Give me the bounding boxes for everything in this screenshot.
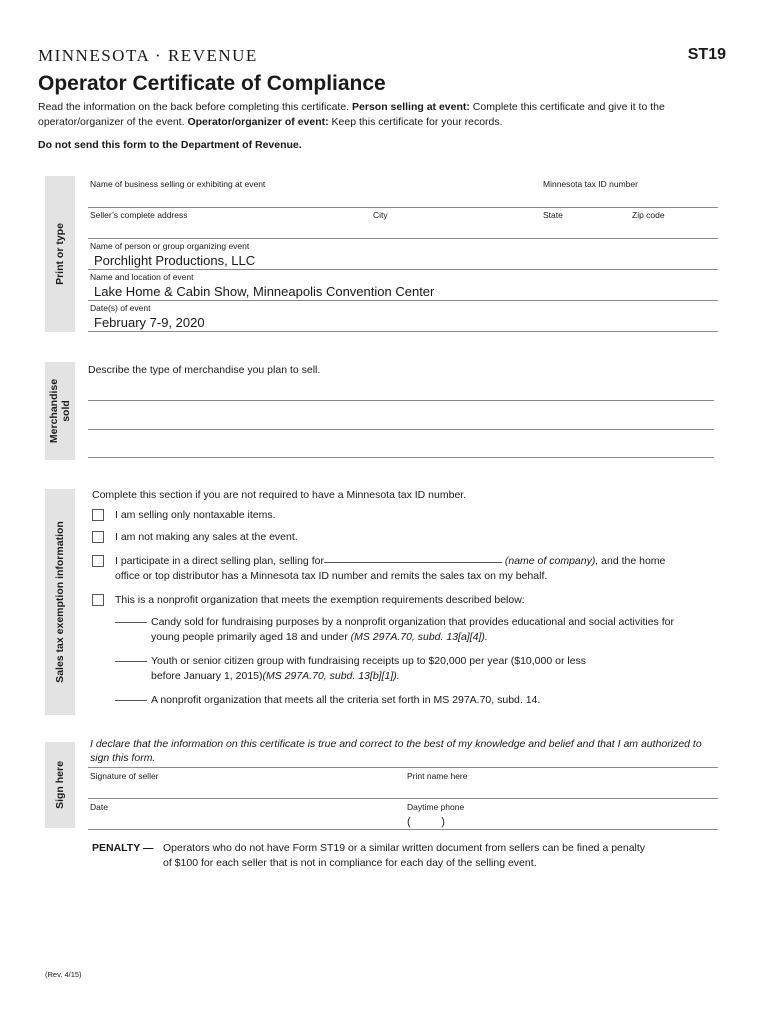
intro-text: Read the information on the back before completing this certificate. Person selling at event: Complete this certificate and give it to the operator/organizer of the event. Operator/organizer of event: Keep this certificate for your records. (38, 101, 665, 128)
penalty-text: Operators who do not have Form ST19 or a similar written document from sellers can be fined a penalty of $100 for each seller that is not in compliance for each day of the selling event. (163, 842, 646, 869)
section-tab-sign: Sign here (45, 742, 75, 828)
tax-id-label: Minnesota tax ID number (543, 179, 638, 189)
merchandise-line-3[interactable] (88, 457, 714, 458)
section-tab-print-or-type: Print or type (45, 176, 75, 332)
organizer-label: Name of person or group organizing event (90, 241, 250, 251)
nontaxable-checkbox[interactable] (92, 509, 104, 521)
business-name-field[interactable] (88, 207, 718, 208)
do-not-send-notice: Do not send this form to the Department of Revenue. (38, 139, 302, 151)
penalty-label: PENALTY — (92, 842, 154, 854)
signature-field[interactable] (88, 798, 718, 799)
dates-field (88, 331, 718, 332)
exemption-intro: Complete this section if you are not required to have a Minnesota tax ID number. (92, 489, 467, 501)
candy-blank[interactable] (115, 622, 147, 623)
nontaxable-label: I am selling only nontaxable items. (115, 509, 276, 521)
nonprofit-label: This is a nonprofit organization that meets the exemption requirements described below: (115, 594, 525, 606)
youth-group-option: Youth or senior citizen group with fundraising receipts up to $20,000 per year ($10,000 or less before January 1, 2015)(MS 297A.70, subd. 13[b][1]). (115, 654, 725, 684)
brand-logo: MINNESOTA · REVENUE (38, 46, 258, 65)
declaration-text: I declare that the information on this certificate is true and correct to the best of my knowledge and belief and that I am authorized to sign this form. (90, 738, 702, 764)
direct-selling-checkbox[interactable] (92, 555, 104, 567)
date-phone-field[interactable] (88, 829, 718, 830)
zip-label: Zip code (632, 210, 665, 220)
form-number: ST19 (687, 46, 726, 63)
merchandise-line-1[interactable] (88, 400, 714, 401)
section-tab-exemption: Sales tax exemption information (45, 489, 75, 715)
merchandise-prompt: Describe the type of merchandise you plan to sell. (88, 364, 321, 376)
phone-label: Daytime phone (407, 802, 465, 812)
revision-note: (Rev. 4/15) (45, 970, 82, 979)
signature-label: Signature of seller (90, 771, 159, 781)
address-label: Seller’s complete address (90, 210, 188, 220)
no-sales-label: I am not making any sales at the event. (115, 531, 298, 543)
phone-parens: ( ) (407, 816, 445, 828)
organizer-field (88, 269, 718, 270)
dates-label: Date(s) of event (90, 303, 151, 313)
business-name-label: Name of business selling or exhibiting at event (90, 179, 266, 189)
criteria-blank[interactable] (115, 700, 147, 701)
direct-selling-label: I participate in a direct selling plan, selling for (name of company), and the home office or top distributor has a Minnesota tax ID number and remits the sales tax on my behalf. (115, 555, 666, 582)
merchandise-line-2[interactable] (88, 429, 714, 430)
date-label: Date (90, 802, 108, 812)
state-label: State (543, 210, 563, 220)
company-name-field[interactable] (324, 562, 502, 563)
event-value[interactable]: Lake Home & Cabin Show, Minneapolis Convention Center (94, 284, 435, 299)
address-field[interactable] (88, 238, 718, 239)
print-name-label: Print name here (407, 771, 468, 781)
candy-option: Candy sold for fundraising purposes by a nonprofit organization that provides educational and social activities for young people primarily aged 18 and under (MS 297A.70, subd. 13[a][4]). (115, 615, 725, 645)
organizer-value[interactable]: Porchlight Productions, LLC (94, 253, 256, 268)
event-field (88, 300, 718, 301)
dates-value[interactable]: February 7-9, 2020 (94, 315, 205, 330)
event-label: Name and location of event (90, 272, 194, 282)
section-tab-merchandise: Merchandise sold (45, 362, 75, 460)
page-title: Operator Certificate of Compliance (38, 72, 386, 95)
nonprofit-checkbox[interactable] (92, 594, 104, 606)
nonprofit-criteria-option: A nonprofit organization that meets all the criteria set forth in MS 297A.70, subd. 14. (115, 693, 725, 708)
no-sales-checkbox[interactable] (92, 531, 104, 543)
youth-blank[interactable] (115, 661, 147, 662)
city-label: City (373, 210, 388, 220)
